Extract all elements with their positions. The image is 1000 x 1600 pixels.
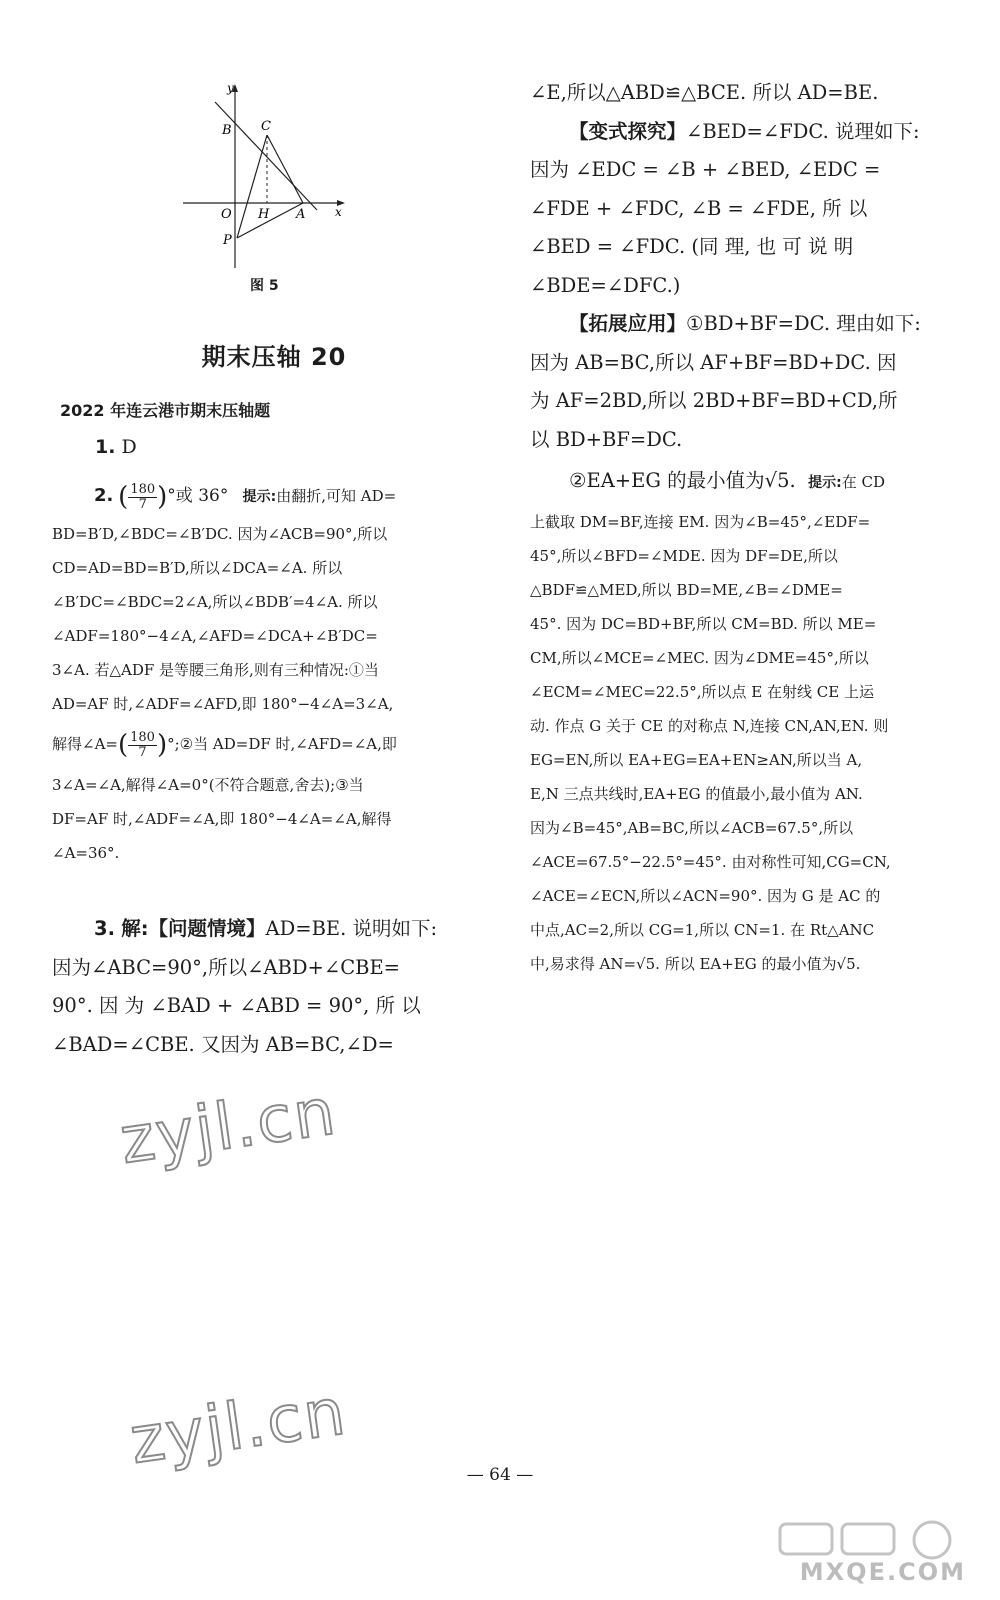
label-x: x xyxy=(335,205,342,219)
label-b: B xyxy=(222,123,232,138)
variant-first: ∠BED=∠FDC. 说理如下: xyxy=(686,119,920,143)
q2-line: DF=AF 时,∠ADF=∠A,即 180°−4∠A=∠A,解得 xyxy=(52,810,392,828)
r-line: 因为 ∠EDC = ∠B + ∠BED, ∠EDC = xyxy=(530,158,881,181)
r-line: ∠BDE=∠DFC.) xyxy=(530,273,681,297)
extension-first: ①BD+BF=DC. 理由如下: xyxy=(686,312,921,335)
hint-line: 中点,AC=2,所以 CG=1,所以 CN=1. 在 Rt△ANC xyxy=(530,921,875,939)
q3-lead: 解: xyxy=(121,917,149,940)
hint-line: △BDF≌△MED,所以 BD=ME,∠B=∠DME= xyxy=(530,581,843,599)
q3-first: AD=BE. 说明如下: xyxy=(265,917,438,940)
hint-line: 动. 作点 G 关于 CE 的对称点 N,连接 CN,AN,EN. 则 xyxy=(530,717,889,735)
r-line: ∠E,所以△ABD≌△BCE. 所以 AD=BE. xyxy=(530,81,879,104)
label-y: y xyxy=(227,81,234,95)
hint-line: 中,易求得 AN=√5. 所以 EA+EG 的最小值为√5. xyxy=(530,955,861,973)
q2-solve-line: 解得∠A=( $\frac{180}{7}$ )°;②当 AD=DF 时,∠AFD=∠A,即 xyxy=(52,729,397,760)
page-number: — 64 — xyxy=(466,1465,534,1485)
part2-hint-text: 在 CD xyxy=(841,473,885,491)
q2-line: AD=AF 时,∠ADF=∠AFD,即 180°−4∠A=3∠A, xyxy=(52,695,394,713)
q2-line: ∠ADF=180°−4∠A,∠AFD=∠DCA+∠B′DC= xyxy=(52,627,378,645)
question-1 xyxy=(95,436,137,458)
label-p: P xyxy=(223,233,232,248)
q2-line: BD=B′D,∠BDC=∠B′DC. 因为∠ACB=90°,所以 xyxy=(52,525,388,543)
r-line: 以 BD+BF=DC. xyxy=(530,427,683,451)
q2-line: CD=AD=BD=B′D,所以∠DCA=∠A. 所以 xyxy=(52,559,343,577)
q3-line: 因为∠ABC=90°,所以∠ABD+∠CBE= xyxy=(52,955,401,979)
watermark: zyjl.cn xyxy=(125,1375,352,1479)
q1-answer: D xyxy=(121,436,137,458)
hint-line: 45°. 因为 DC=BD+BF,所以 CM=BD. 所以 ME= xyxy=(530,615,877,633)
right-column-hint xyxy=(530,505,966,981)
q2-fraction: $\frac{180}{7}$ xyxy=(130,481,156,512)
hint-line: 因为∠B=45°,AB=BC,所以∠ACB=67.5°,所以 xyxy=(530,819,854,837)
geometry-figure xyxy=(175,80,365,295)
hint-line: ∠ACE=67.5°−22.5°=45°. 由对称性可知,CG=CN, xyxy=(530,853,891,871)
hint-line: E,N 三点共线时,EA+EG 的值最小,最小值为 AN. xyxy=(530,785,863,803)
variant-bracket: 【变式探究】 xyxy=(569,119,687,143)
hint-line: 上截取 DM=BF,连接 EM. 因为∠B=45°,∠EDF= xyxy=(530,513,871,531)
corner-logo-text: MXQE.COM xyxy=(799,1558,966,1586)
label-h: H xyxy=(258,207,270,222)
q2-hint-start: 由翻折,可知 AD= xyxy=(276,487,397,505)
label-a: A xyxy=(296,207,306,222)
q2-hint-label: 提示: xyxy=(242,489,277,505)
q3-line: ∠BAD=∠CBE. 又因为 AB=BC,∠D= xyxy=(52,1032,394,1056)
part2-main: ②EA+EG 的最小值为√5. xyxy=(569,469,796,492)
figure-caption: 图 5 xyxy=(250,278,279,294)
q2-line: ∠A=36°. xyxy=(52,844,120,862)
q2-answer-tail: °或 36° xyxy=(167,486,229,506)
watermark: zyjl.cn xyxy=(115,1075,342,1179)
q3-line: 90°. 因 为 ∠BAD + ∠ABD = 90°, 所 以 xyxy=(52,994,421,1017)
hint-line: 45°,所以∠BFD=∠MDE. 因为 DF=DE,所以 xyxy=(530,547,838,565)
right-column-top xyxy=(530,74,966,503)
q3-bracket: 【问题情境】 xyxy=(148,917,266,940)
hint-line: CM,所以∠MCE=∠MEC. 因为∠DME=45°,所以 xyxy=(530,649,869,667)
r-line: 为 AF=2BD,所以 2BD+BF=BD+CD,所 xyxy=(530,389,898,412)
q1-number: 1. xyxy=(95,436,116,458)
r-line: 因为 AB=BC,所以 AF+BF=BD+DC. 因 xyxy=(530,350,897,374)
hint-line: ∠ACE=∠ECN,所以∠ACN=90°. 因为 G 是 AC 的 xyxy=(530,887,881,905)
q2-line: 3∠A. 若△ADF 是等腰三角形,则有三种情况:①当 xyxy=(52,661,379,679)
label-c: C xyxy=(261,119,271,134)
part2-hint-label: 提示: xyxy=(808,475,842,491)
question-3 xyxy=(52,910,488,1064)
section-title: 期末压轴 20 xyxy=(201,343,347,371)
q2-line: 3∠A=∠A,解得∠A=0°(不符合题意,舍去);③当 xyxy=(52,776,364,794)
q3-number: 3. xyxy=(94,917,115,940)
extension-bracket: 【拓展应用】 xyxy=(569,312,687,335)
subheading: 2022 年连云港市期末压轴题 xyxy=(60,401,271,420)
r-line: ∠BED = ∠FDC. (同 理, 也 可 说 明 xyxy=(530,235,854,258)
hint-line: ∠ECM=∠MEC=22.5°,所以点 E 在射线 CE 上运 xyxy=(530,683,874,701)
label-o: O xyxy=(221,207,232,222)
q2-line: ∠B′DC=∠BDC=2∠A,所以∠BDB′=4∠A. 所以 xyxy=(52,593,378,611)
hint-line: EG=EN,所以 EA+EG=EA+EN≥AN,所以当 A, xyxy=(530,751,863,769)
q2-number: 2. xyxy=(94,485,114,506)
r-line: ∠FDE + ∠FDC, ∠B = ∠FDE, 所 以 xyxy=(530,196,868,220)
question-2: 2. ( $\frac{180}{7}$ )°或 36° 提示:由翻折,可知 AD= BD=B′D,∠BDC=∠B′DC. 因为∠ACB=90°,所以 CD=AD=BD=B′D,所以∠DCA=∠A. 所以 ∠B′DC=∠BDC=2∠A,所以∠BDB′=4∠A. 所以 ∠ADF=180°−4∠A,∠AFD=∠DCA+∠B′DC= 3∠A. 若△ADF 是等腰三角形,则有三种情况:①当 AD=AF 时,∠ADF=∠AFD,即 180°−4∠A=3∠A, 解得∠A=( $\frac{180}{7}$ )°;②当 AD=DF 时,∠AFD=∠A,即 3∠A=∠A,解得∠A=0°(不符合题意,舍去);③当 DF=AF 时,∠ADF=∠A,即 180°−4∠A=∠A,解得 ∠A=36°. xyxy=(52,476,488,870)
